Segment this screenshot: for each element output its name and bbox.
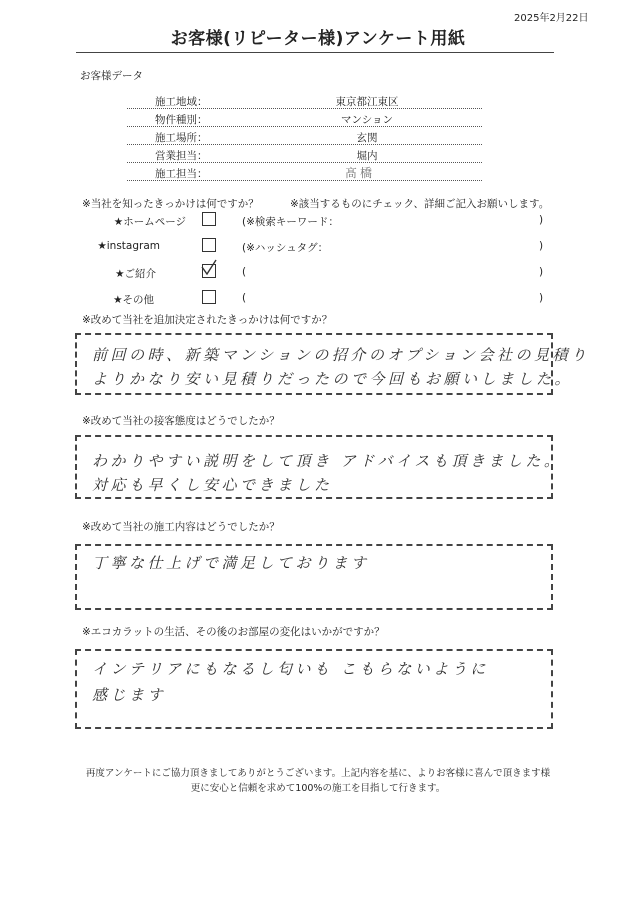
checkbox-referral[interactable] [202,264,216,278]
customer-row-label: 施工担当： [155,168,208,180]
customer-row-sales-rep [127,145,482,163]
q4-question: ※改めて当社の施工内容はどうでしたか？ [82,521,280,533]
installer-handwritten-name: 髙橋 [345,166,376,180]
q3-answer-line: わかりやすい説明をして頂き アドバイスも頂きました。 [92,452,563,470]
customer-row-area [127,91,482,109]
option-detail-other: ( [242,292,247,304]
footer-message [40,766,596,796]
q3-question: ※改めて当社の接客態度はどうでしたか？ [82,415,280,427]
customer-row-label: 施工地域： [155,96,208,108]
customer-section-label: お客様データ [80,70,143,82]
option-detail-close: ) [539,292,544,304]
customer-row-installer [127,163,482,181]
q3-answer-line: 対応も早くし安心できました [92,476,333,494]
q5-answer-line: 感じます [92,686,167,704]
checkbox-other[interactable] [202,290,216,304]
option-label-homepage: ★ホームページ [113,216,186,228]
option-detail-homepage: (※検索キーワード： [242,216,339,228]
option-label-instagram: ★instagram [97,240,160,252]
title-divider [76,52,554,53]
option-detail-close: ) [539,266,544,278]
footer-line: 再度アンケートにご協力頂きましてありがとうございます。上記内容を基に、よりお客様に喜んで頂きます様 [85,768,551,779]
option-detail-close: ) [539,240,544,252]
q5-question: ※エコカラットの生活、その後のお部屋の変化はいかがですか？ [82,626,385,638]
customer-row-value: 玄関 [356,132,378,144]
q5-answer-line: インテリアにもなるし匂いも こもらないように [92,660,489,678]
option-detail-instagram: (※ハッシュタグ： [242,242,329,254]
survey-date: 2025年2月22日 [514,13,589,24]
customer-row-location [127,127,482,145]
q2-answer-line: 前回の時、新築マンションの招介のオプション会社の見積り [92,346,590,364]
customer-row-label: 営業担当： [155,150,208,162]
checkbox-homepage[interactable] [202,212,216,226]
option-label-other: ★その他 [113,294,154,306]
q4-answer-line: 丁寧な仕上げで満足しております [92,554,370,572]
check-mark-icon [200,259,218,277]
option-detail-referral: ( [242,266,247,278]
q1-question: ※当社を知ったきっかけは何ですか？ [82,198,259,210]
q1-instruction: ※該当するものにチェック、詳細ご記入お願いします。 [290,198,550,210]
customer-row-value: 堀内 [356,150,378,162]
option-label-referral: ★ご紹介 [115,268,156,280]
checkbox-instagram[interactable] [202,238,216,252]
q2-answer-line: よりかなり安い見積りだったので今回もお願いしました。 [92,370,574,388]
customer-row-label: 施工場所： [155,132,208,144]
option-detail-close: ) [539,214,544,226]
customer-row-value: 東京都江東区 [335,96,399,108]
customer-row-value: マンション [340,114,394,126]
customer-row-property-type [127,109,482,127]
customer-row-label: 物件種別： [155,114,208,126]
q2-question: ※改めて当社を追加決定されたきっかけは何ですか？ [82,314,333,326]
footer-line: 更に安心と信頼を求めて100%の施工を目指して行きます。 [190,783,446,794]
page-title: お客様(リピーター様)アンケート用紙 [170,29,466,49]
